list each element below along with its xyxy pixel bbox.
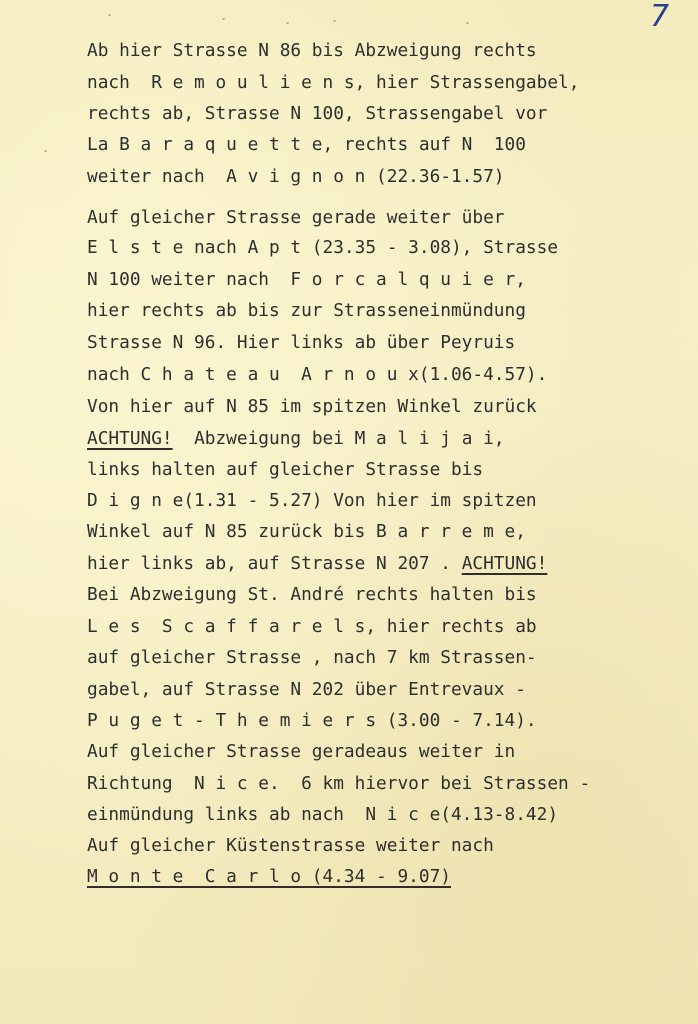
text-line — [87, 584, 537, 606]
text-segment: rechts ab, Strasse N 100, Strassengabel vor — [87, 103, 548, 124]
text-line — [87, 773, 590, 795]
text-segment: E l s t e nach A p t (23.35 - 3.08), Strasse — [87, 237, 559, 258]
text-segment: auf gleicher Strasse , nach 7 km Strassen- — [87, 647, 537, 668]
text-line — [87, 835, 494, 857]
text-line — [87, 710, 537, 732]
text-segment: La B a r a q u e t t e, rechts auf N 100 — [87, 134, 526, 155]
underlined-text: ACHTUNG! — [87, 428, 173, 449]
text-line — [87, 72, 579, 94]
paper-speck — [286, 22, 289, 24]
text-line — [87, 269, 526, 291]
page-number: 7 — [650, 0, 670, 34]
text-segment: Winkel auf N 85 zurück bis B a r r e m e, — [87, 521, 526, 542]
text-segment: nach C h a t e a u A r n o u x(1.06-4.57). — [87, 364, 548, 385]
text-line — [87, 616, 537, 638]
text-line — [87, 166, 505, 188]
text-line — [87, 490, 537, 512]
text-segment: N 100 weiter nach F o r c a l q u i e r, — [87, 269, 526, 290]
text-line — [87, 103, 547, 125]
text-segment: weiter nach A v i g n o n (22.36-1.57) — [87, 166, 505, 187]
text-segment: Abzweigung bei M a l i j a i, — [172, 428, 505, 449]
text-segment: Richtung N i c e. 6 km hiervor bei Strassen - — [87, 773, 591, 794]
text-segment: Strasse N 96. Hier links ab über Peyruis — [87, 332, 516, 353]
paper-speck — [333, 20, 336, 22]
text-segment: D i g n e(1.31 - 5.27) Von hier im spitzen — [87, 490, 537, 511]
text-segment: Von hier auf N 85 im spitzen Winkel zurück — [87, 396, 537, 417]
text-segment: Auf gleicher Strasse geradeaus weiter in — [87, 741, 516, 762]
text-segment: Auf gleicher Küstenstrasse weiter nach — [87, 835, 494, 856]
text-line — [87, 364, 547, 386]
paper-speck — [466, 22, 469, 24]
text-segment: P u g e t - T h e m i e r s (3.00 - 7.14). — [87, 710, 537, 731]
text-segment: einmündung links ab nach N i c e(4.13-8.42) — [87, 804, 559, 825]
text-line — [87, 553, 547, 575]
text-segment: hier rechts ab bis zur Strasseneinmündung — [87, 300, 526, 321]
text-line — [87, 396, 537, 418]
text-line — [87, 679, 526, 701]
text-line — [87, 647, 537, 669]
paper-speck — [44, 150, 47, 152]
text-line — [87, 300, 526, 322]
paper-speck — [108, 14, 111, 16]
text-line — [87, 237, 558, 259]
text-segment: L e s S c a f f a r e l s, hier rechts ab — [87, 616, 537, 637]
text-segment: Ab hier Strasse N 86 bis Abzweigung rechts — [87, 40, 537, 61]
text-line — [87, 332, 515, 354]
text-line — [87, 459, 483, 481]
text-segment: Auf gleicher Strasse gerade weiter über — [87, 207, 505, 228]
underlined-text: ACHTUNG! — [461, 553, 548, 574]
text-segment: gabel, auf Strasse N 202 über Entrevaux - — [87, 679, 526, 700]
underlined-text: M o n t e C a r l o (4.34 - 9.07) — [87, 866, 451, 887]
text-segment: nach R e m o u l i e n s, hier Strassengabel, — [87, 72, 580, 93]
text-segment: links halten auf gleicher Strasse bis — [87, 459, 484, 480]
text-segment: Bei Abzweigung St. André rechts halten bis — [87, 584, 537, 605]
text-line — [87, 521, 526, 543]
text-line — [87, 207, 505, 229]
text-line — [87, 428, 505, 450]
text-line — [87, 40, 537, 62]
text-segment: hier links ab, auf Strasse N 207 . — [87, 553, 462, 574]
text-line — [87, 804, 558, 826]
text-line — [87, 134, 526, 156]
text-line — [87, 741, 515, 763]
text-line — [87, 866, 451, 888]
paper-speck — [222, 18, 225, 20]
